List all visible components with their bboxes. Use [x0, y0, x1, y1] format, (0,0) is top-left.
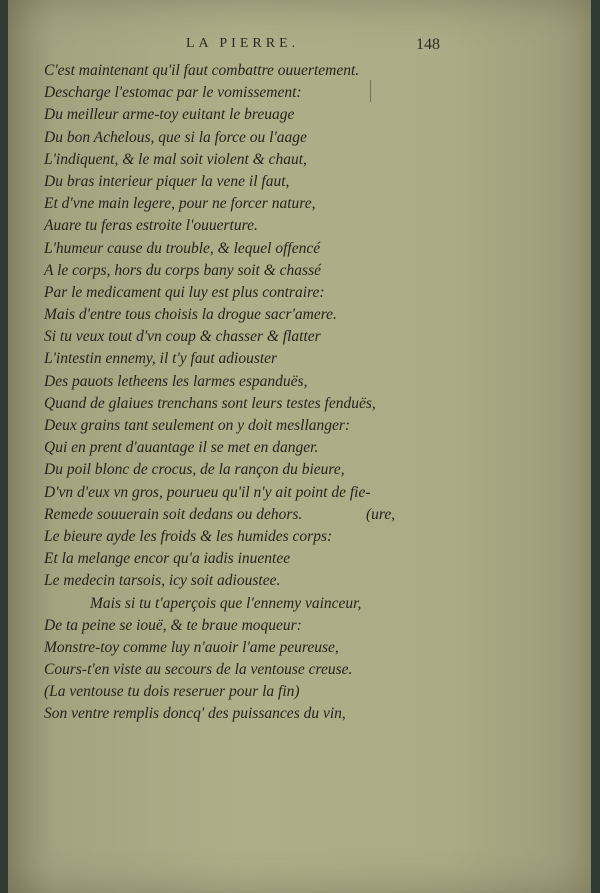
poem-text: [44, 60, 564, 726]
verse-line: Qui en prent d'auantage il se met en danger.: [44, 439, 319, 457]
verse-line: L'indiquent, & le mal soit violent & chaut,: [44, 150, 307, 168]
verse-line: Monstre-toy comme luy n'auoir l'ame peureuse,: [44, 638, 339, 656]
verse-line: L'intestin ennemy, il t'y faut adiouster: [44, 350, 278, 368]
verse-line: Le bieure ayde les froids & les humides corps:: [44, 527, 333, 545]
verse-line: A le corps, hors du corps bany soit & chassé: [44, 261, 321, 279]
verse-line: Et d'vne main legere, pour ne forcer nature,: [44, 195, 316, 213]
page-number: 148: [416, 36, 440, 53]
verse-line: Deux grains tant seulement on y doit mesllanger:: [44, 417, 351, 434]
verse-line: Descharge l'estomac par le vomissement:: [44, 84, 302, 102]
verse-line: Mais d'entre tous choisis la drogue sacr'amere.: [44, 306, 337, 324]
verse-line: Du bon Achelous, que si la force ou l'aage: [44, 128, 307, 146]
verse-line: Du bras interieur piquer la vene il faut,: [44, 172, 290, 190]
verse-line: Cours-t'en viste au secours de la ventouse creuse.: [44, 661, 353, 679]
verse-line: De ta peine se iouë, & te braue moqueur:: [44, 616, 302, 634]
margin-note: (ure,: [366, 505, 396, 523]
verse-line: Des pauots letheens les larmes espanduës,: [44, 372, 308, 390]
verse-line: Quand de glaiues trenchans sont leurs testes fenduës,: [44, 394, 376, 412]
verse-line: Par le medicament qui luy est plus contraire:: [44, 283, 325, 301]
book-page: [8, 0, 591, 893]
verse-line: Si tu veux tout d'vn coup & chasser & flatter: [44, 328, 321, 346]
page-header: [8, 30, 591, 60]
verse-line: Du meilleur arme-toy euitant le breuage: [44, 106, 295, 124]
verse-line: Le medecin tarsois, icy soit adioustee.: [44, 572, 281, 590]
verse-line: Son ventre remplis doncq' des puissances du vin,: [44, 705, 346, 723]
verse-line: D'vn d'eux vn gros, pourueu qu'il n'y ait point de fie-: [44, 483, 371, 501]
verse-line: Et la melange encor qu'a iadis inuentee: [44, 550, 291, 568]
verse-text: Remede souuerain soit dedans ou dehors.: [44, 505, 303, 523]
verse-line: L'humeur cause du trouble, & lequel offencé: [44, 239, 321, 257]
verse-line: Du poil blonc de crocus, de la rançon du bieure,: [44, 461, 345, 479]
running-title: LA PIERRE.: [186, 36, 300, 51]
verse-line-with-note: [44, 504, 564, 526]
verse-line: Auare tu feras estroite l'ouuerture.: [44, 217, 258, 235]
verse-line: Mais si tu t'aperçois que l'ennemy vainceur,: [90, 594, 362, 612]
verse-line: C'est maintenant qu'il faut combattre ouuertement.: [44, 62, 360, 79]
verse-line: (La ventouse tu dois reseruer pour la fin): [44, 683, 300, 701]
